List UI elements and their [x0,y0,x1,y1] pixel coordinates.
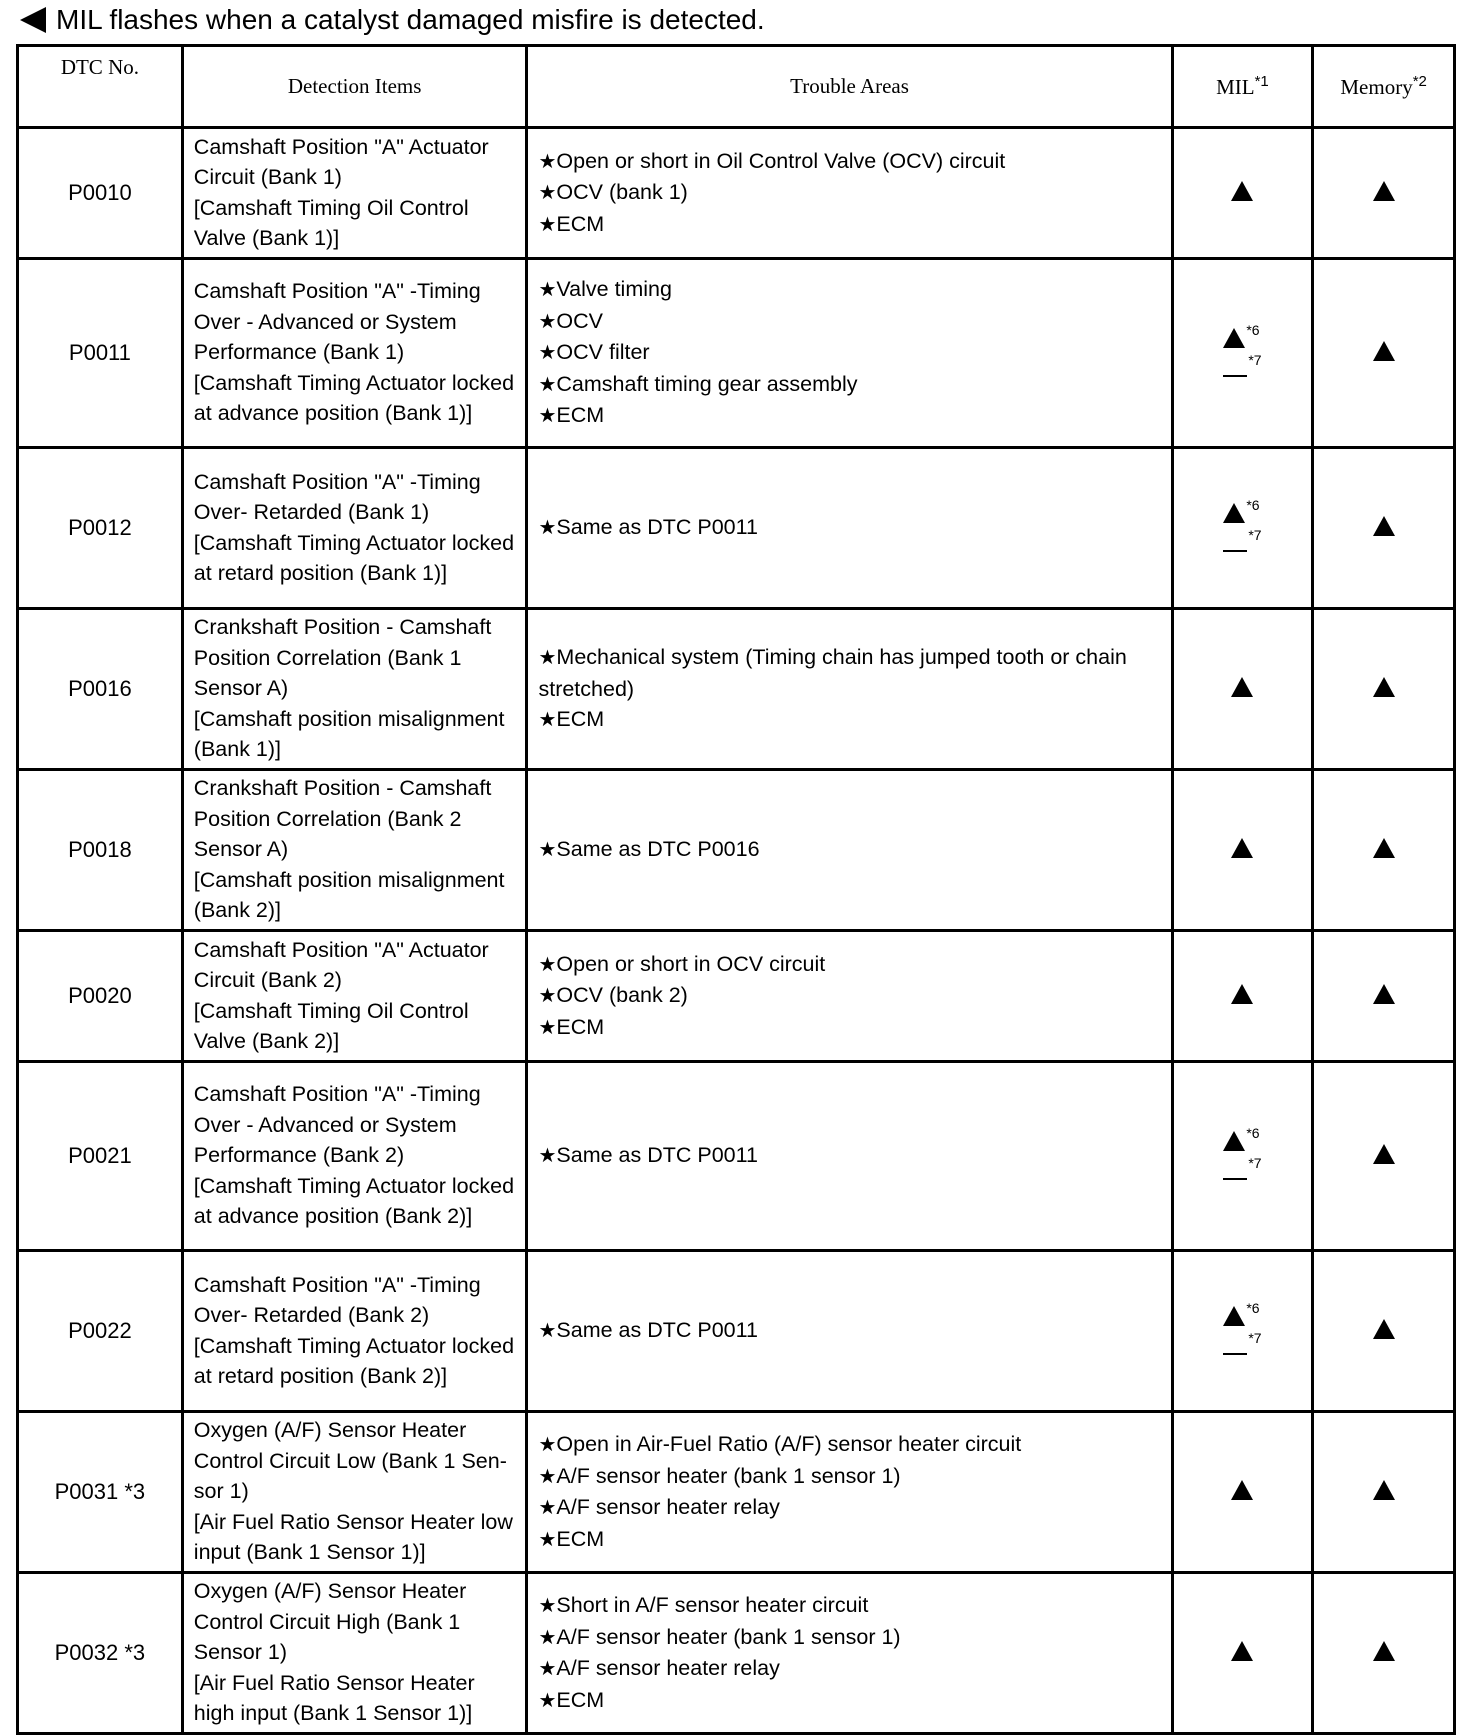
detection-items [182,1412,527,1573]
trouble-areas [527,931,1172,1062]
triangle-icon [1231,984,1253,1004]
mil-conditional [1223,1126,1261,1186]
dtc-code: P0022 [18,1251,183,1412]
header-mil-footnote: *1 [1254,73,1269,90]
trouble-area-line: Open or short in OCV circuit [556,951,826,976]
star-bullet-icon: ★ [538,373,557,396]
left-arrow-icon [20,7,46,33]
star-bullet-icon: ★ [538,709,557,732]
star-bullet-icon: ★ [538,953,557,976]
detection-item-line: [Camshaft Timing Actuator locked at retard position (Bank 2)] [193,1333,515,1388]
memory-cell [1313,1251,1455,1412]
dash-icon [1223,1337,1247,1355]
detection-item-line: Camshaft Position "A" Actuator Circuit (Bank 2) [193,937,489,992]
detection-item-line: Crankshaft Position - Camshaft Position Correlation (Bank 2 Sensor A) [193,776,492,862]
detection-items [182,1251,527,1412]
triangle-icon [1373,1144,1395,1164]
star-bullet-icon: ★ [538,310,557,333]
star-bullet-icon: ★ [538,1016,557,1039]
table-row [18,609,1455,770]
trouble-area-line: OCV filter [556,340,650,365]
detection-items [182,1573,527,1734]
detection-item-line: [Camshaft Timing Actuator locked at retard position (Bank 1)] [193,530,515,585]
detection-item-line: [Camshaft Timing Oil Control Valve (Bank 1)] [193,195,469,250]
trouble-area-line: A/F sensor heater (bank 1 sensor 1) [556,1624,901,1649]
notice-line [18,2,765,38]
footnote-7: *7 [1248,1330,1262,1346]
table-row [18,128,1455,259]
trouble-areas [527,1573,1172,1734]
triangle-icon [1231,838,1253,858]
dtc-code: P0020 [18,931,183,1062]
dtc-code: P0021 [18,1062,183,1251]
table-row [18,448,1455,609]
detection-item-line: Camshaft Position "A" -Timing Over- Retarded (Bank 2) [193,1272,481,1327]
footnote-6: *6 [1246,322,1260,338]
star-bullet-icon: ★ [538,150,557,173]
mil-cell [1172,1062,1313,1251]
memory-cell [1313,128,1455,259]
mil-cell [1172,609,1313,770]
detection-items [182,931,527,1062]
trouble-area-line: Camshaft timing gear assembly [556,371,858,396]
table-row [18,1573,1455,1734]
trouble-area-line: Valve timing [556,277,672,302]
trouble-area-line: OCV (bank 2) [556,983,688,1008]
mil-conditional [1223,1301,1261,1361]
table-row [18,770,1455,931]
trouble-areas [527,1251,1172,1412]
trouble-area-line: Same as DTC P0011 [556,515,758,540]
trouble-area-line: A/F sensor heater (bank 1 sensor 1) [556,1463,901,1488]
dash-icon [1223,534,1247,552]
triangle-icon [1373,1319,1395,1339]
memory-cell [1313,1573,1455,1734]
triangle-icon [1373,341,1395,361]
trouble-area-line: ECM [556,211,605,236]
detection-item-line: [Camshaft Timing Oil Control Valve (Bank 2)] [193,998,469,1053]
trouble-area-line: A/F sensor heater relay [556,1495,780,1519]
mil-cell [1172,1412,1313,1573]
dtc-code: P0012 [18,448,183,609]
star-bullet-icon: ★ [538,1528,557,1551]
trouble-area-line: A/F sensor heater relay [556,1656,780,1680]
triangle-icon [1231,1480,1253,1500]
mil-cell [1172,259,1313,448]
triangle-icon [1223,328,1245,348]
trouble-area-line: Same as DTC P0011 [556,1318,758,1343]
triangle-icon [1231,181,1253,201]
star-bullet-icon: ★ [538,1658,557,1680]
mil-conditional [1223,498,1261,558]
dtc-code: P0016 [18,609,183,770]
detection-item-line: Oxygen (A/F) Sensor Heater Control Circuit High (Bank 1 Sensor 1) [193,1579,467,1665]
trouble-area-line: Short in A/F sensor heater circuit [556,1593,869,1617]
star-bullet-icon: ★ [538,182,557,205]
header-trouble-areas: Trouble Areas [527,46,1172,128]
table-row [18,1251,1455,1412]
star-bullet-icon: ★ [538,1626,557,1649]
mil-cell [1172,448,1313,609]
detection-item-line: [Camshaft Timing Actuator locked at advance position (Bank 1)] [193,370,515,426]
star-bullet-icon: ★ [538,1145,557,1168]
trouble-areas [527,770,1172,931]
star-bullet-icon: ★ [538,1595,557,1617]
footnote-6: *6 [1246,1300,1260,1316]
triangle-icon [1231,677,1253,697]
detection-item-line: [Air Fuel Ratio Sensor Heater high input (Bank 1 Sensor 1)] [193,1670,475,1726]
mil-cell [1172,128,1313,259]
detection-item-line: [Camshaft position misalignment (Bank 2)] [193,867,505,923]
trouble-areas [527,259,1172,448]
mil-conditional [1223,323,1261,383]
star-bullet-icon: ★ [538,1689,557,1712]
trouble-area-line: ECM [556,1687,605,1712]
trouble-area-line: Mechanical system (Timing chain has jumped tooth or chain stretched) [538,645,1127,701]
star-bullet-icon: ★ [538,342,557,365]
footnote-7: *7 [1248,352,1262,368]
detection-item-line: Crankshaft Position - Camshaft Position Correlation (Bank 1 Sensor A) [193,615,492,701]
trouble-area-line: Open in Air-Fuel Ratio (A/F) sensor heater circuit [556,1432,1022,1456]
trouble-area-line: OCV [556,308,603,333]
star-bullet-icon: ★ [538,839,557,862]
mil-cell [1172,770,1313,931]
footnote-7: *7 [1248,527,1262,543]
star-bullet-icon: ★ [538,405,557,428]
dtc-code: P0010 [18,128,183,259]
star-bullet-icon: ★ [538,279,557,302]
table-row [18,931,1455,1062]
detection-item-line: Camshaft Position "A" -Timing Over- Retarded (Bank 1) [193,469,481,524]
trouble-area-line: Same as DTC P0016 [556,837,760,862]
detection-items [182,128,527,259]
header-detection-items: Detection Items [182,46,527,128]
trouble-area-line: ECM [556,1014,605,1039]
trouble-area-line: ECM [556,707,605,732]
dtc-code: P0031 *3 [18,1412,183,1573]
header-memory-label: Memory [1340,75,1413,99]
table-header-row [18,46,1455,128]
header-mil [1172,46,1313,128]
table-row [18,1412,1455,1573]
dash-icon [1223,359,1247,377]
notice-text: MIL flashes when a catalyst damaged misfire is detected. [56,4,765,35]
trouble-area-line: Same as DTC P0011 [556,1143,758,1168]
detection-items [182,259,527,448]
triangle-icon [1223,503,1245,523]
footnote-6: *6 [1246,1125,1260,1141]
trouble-areas [527,128,1172,259]
detection-items [182,770,527,931]
trouble-area-line: ECM [556,403,605,428]
header-dtc-no: DTC No. [18,46,183,128]
mil-cell [1172,931,1313,1062]
dtc-code: P0018 [18,770,183,931]
trouble-area-line: ECM [556,1526,605,1551]
mil-cell [1172,1251,1313,1412]
dtc-code: P0011 [18,259,183,448]
table-row [18,259,1455,448]
mil-cell [1172,1573,1313,1734]
triangle-icon [1223,1131,1245,1151]
triangle-icon [1373,838,1395,858]
memory-cell [1313,259,1455,448]
triangle-icon [1373,1641,1395,1661]
star-bullet-icon: ★ [538,985,557,1008]
star-bullet-icon: ★ [538,1434,557,1456]
dash-icon [1223,1162,1247,1180]
footnote-6: *6 [1246,497,1260,513]
star-bullet-icon: ★ [538,647,557,670]
triangle-icon [1231,1641,1253,1661]
detection-items [182,1062,527,1251]
trouble-area-line: Open or short in Oil Control Valve (OCV) circuit [556,148,1006,173]
star-bullet-icon: ★ [538,1465,557,1488]
detection-item-line: Camshaft Position "A" -Timing Over - Advanced or System Performance (Bank 1) [193,279,481,365]
trouble-areas [527,448,1172,609]
header-memory [1313,46,1455,128]
trouble-area-line: OCV (bank 1) [556,180,688,205]
dtc-table [16,44,1456,1735]
triangle-icon [1373,181,1395,201]
detection-item-line: [Air Fuel Ratio Sensor Heater low input (Bank 1 Sensor 1)] [193,1509,513,1565]
detection-item-line: [Camshaft Timing Actuator locked at advance position (Bank 2)] [193,1173,515,1229]
triangle-icon [1373,984,1395,1004]
star-bullet-icon: ★ [538,517,557,540]
detection-items [182,448,527,609]
table-row [18,1062,1455,1251]
detection-item-line: Camshaft Position "A" -Timing Over - Advanced or System Performance (Bank 2) [193,1082,481,1168]
header-mil-label: MIL [1216,75,1255,99]
footnote-7: *7 [1248,1155,1262,1171]
star-bullet-icon: ★ [538,1320,557,1343]
memory-cell [1313,1412,1455,1573]
memory-cell [1313,931,1455,1062]
memory-cell [1313,1062,1455,1251]
trouble-areas [527,1412,1172,1573]
trouble-areas [527,609,1172,770]
detection-item-line: Oxygen (A/F) Sensor Heater Control Circuit Low (Bank 1 Sen-sor 1) [193,1418,507,1504]
triangle-icon [1373,677,1395,697]
detection-item-line: [Camshaft position misalignment (Bank 1)] [193,706,505,762]
memory-cell [1313,609,1455,770]
triangle-icon [1373,1480,1395,1500]
triangle-icon [1223,1306,1245,1326]
triangle-icon [1373,516,1395,536]
star-bullet-icon: ★ [538,1497,557,1519]
detection-item-line: Camshaft Position "A" Actuator Circuit (Bank 1) [193,134,489,189]
memory-cell [1313,448,1455,609]
star-bullet-icon: ★ [538,213,557,236]
trouble-areas [527,1062,1172,1251]
dtc-code: P0032 *3 [18,1573,183,1734]
detection-items [182,609,527,770]
memory-cell [1313,770,1455,931]
header-memory-footnote: *2 [1412,73,1427,90]
